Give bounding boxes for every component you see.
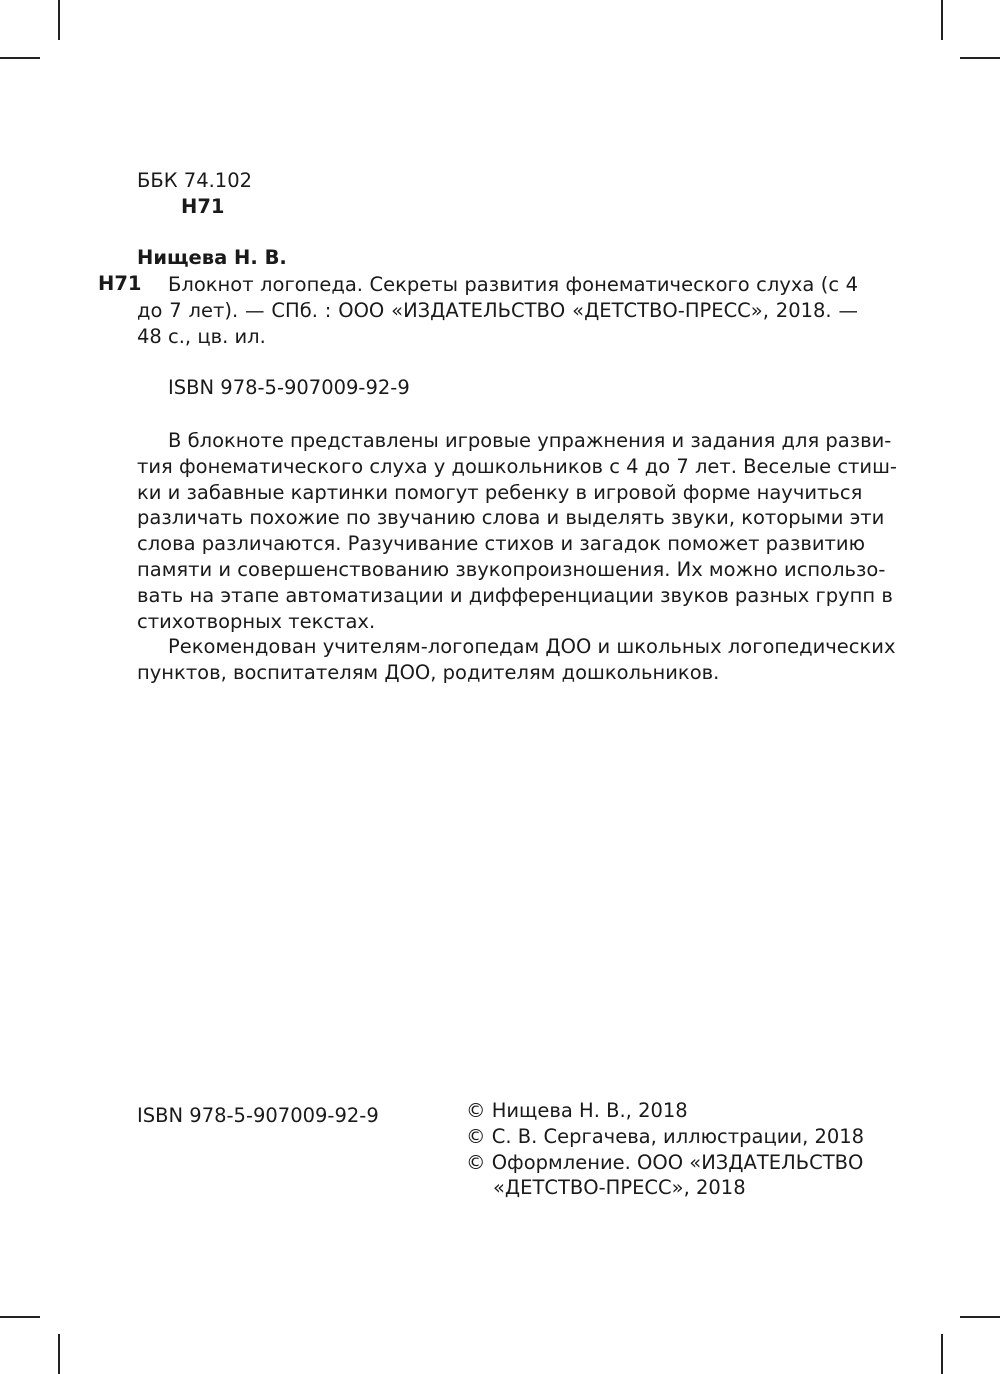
annotation-line: слова различаются. Разучивание стихов и загадок поможет развитию (137, 532, 865, 556)
crop-mark-bottom-left-vertical (58, 1334, 60, 1374)
copyright-illustrations: © С. В. Сергачева, иллюстрации, 2018 (466, 1124, 865, 1148)
annotation-line: тия фонематического слуха у дошкольников с 4 до 7 лет. Веселые стиш- (137, 454, 897, 478)
crop-mark-bottom-right-vertical (941, 1334, 943, 1374)
crop-mark-top-right-horizontal (960, 57, 1000, 59)
annotation-line: вать на этапе автоматизации и дифференциации звуков разных групп в (137, 583, 893, 607)
crop-mark-top-left-horizontal (0, 57, 40, 59)
copyright-author: © Нищева Н. В., 2018 (466, 1099, 688, 1122)
annotation-line: пунктов, воспитателям ДОО, родителям дошкольников. (137, 660, 720, 684)
crop-mark-top-left-vertical (58, 0, 60, 40)
crop-mark-top-right-vertical (941, 0, 943, 40)
copyright-block (466, 1098, 864, 1201)
bib-line-1: Блокнот логопеда. Секреты развития фонематического слуха (с 4 (168, 273, 858, 296)
annotation-paragraph-2 (137, 634, 896, 686)
copyright-design-cont: «ДЕТСТВО-ПРЕСС», 2018 (493, 1176, 746, 1200)
author-name: Нищева Н. В. (137, 246, 287, 269)
author-mark-header: Н71 (181, 195, 225, 218)
isbn-footer: ISBN 978-5-907009-92-9 (137, 1104, 379, 1127)
author-mark-entry: Н71 (98, 272, 142, 295)
isbn-entry: ISBN 978-5-907009-92-9 (168, 376, 410, 399)
annotation-line: различать похожие по звучанию слова и выделять звуки, которыми эти (137, 506, 885, 530)
copyright-design: © Оформление. ООО «ИЗДАТЕЛЬСТВО (466, 1150, 864, 1174)
crop-mark-bottom-left-horizontal (0, 1316, 40, 1318)
annotation-line: памяти и совершенствованию звукопроизношения. Их можно использо- (137, 557, 886, 581)
bib-line-2: до 7 лет). — СПб. : ООО «ИЗДАТЕЛЬСТВО «ДЕТСТВО-ПРЕСС», 2018. — (137, 298, 858, 322)
crop-mark-bottom-right-horizontal (960, 1316, 1000, 1318)
annotation-line: стихотворных текстах. (137, 609, 376, 633)
bbk-code: ББК 74.102 (137, 169, 253, 192)
bibliographic-description (137, 272, 858, 349)
bib-line-3: 48 с., цв. ил. (137, 324, 266, 348)
annotation-line: Рекомендован учителям-логопедам ДОО и школьных логопедических (168, 635, 896, 658)
annotation-line: В блокноте представлены игровые упражнения и задания для разви- (168, 429, 892, 452)
annotation-line: ки и забавные картинки помогут ребенку в игровой форме научиться (137, 480, 863, 504)
annotation-paragraph-1 (137, 428, 897, 634)
